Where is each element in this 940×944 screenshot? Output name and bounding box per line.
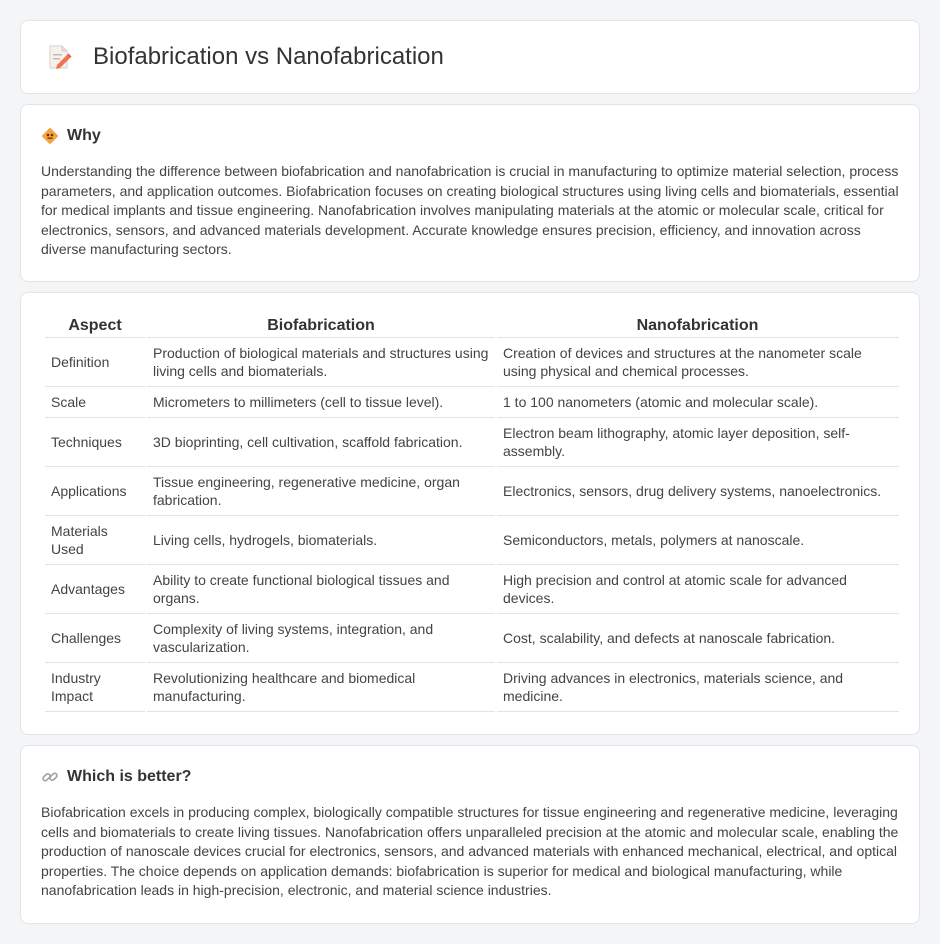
diamond-sign-icon [41,127,59,145]
header-biofabrication: Biofabrication [267,316,375,334]
better-heading-row [41,768,899,786]
aspect-cell: Challenges [44,613,146,662]
biofabrication-cell: Living cells, hydrogels, biomaterials. [146,515,496,564]
aspect-cell: Definition [44,337,146,386]
nanofabrication-cell: 1 to 100 nanometers (atomic and molecular scale). [496,386,899,417]
header-aspect: Aspect [68,316,122,334]
table-row [44,466,899,515]
table-row [44,386,899,417]
why-heading-row [41,127,899,145]
header-card [20,20,920,94]
nanofabrication-cell: Cost, scalability, and defects at nanoscale fabrication. [496,613,899,662]
table-row [44,515,899,564]
header-nanofabrication: Nanofabrication [636,316,759,334]
aspect-cell: Applications [44,466,146,515]
nanofabrication-cell: Driving advances in electronics, materials science, and medicine. [496,662,899,711]
better-text: Biofabrication excels in producing complex, biologically compatible structures for tissue engineering and regenerative medicine, leveraging cells and biomaterials to create living tissues. Nanofabrication offers unparalleled precision at the atomic and molecular scale, enabling the production of nanoscale devices crucial for electronics, sensors, and advanced materials with enhanced mechanical, electrical, and optical properties. The choice depends on application demands: biofabrication is superior for medical and biological manufacturing, while nanofabrication leads in high-precision, electronic, and material science industries. [41,804,899,899]
page-title: Biofabrication vs Nanofabrication [93,43,444,70]
biofabrication-cell: Ability to create functional biological tissues and organs. [146,564,496,613]
link-icon [41,768,59,786]
biofabrication-cell: Revolutionizing healthcare and biomedical manufacturing. [146,662,496,711]
aspect-cell: Advantages [44,564,146,613]
why-section [20,104,920,282]
table-row [44,613,899,662]
nanofabrication-cell: Semiconductors, metals, polymers at nanoscale. [496,515,899,564]
why-heading: Why [67,127,101,144]
biofabrication-cell: Tissue engineering, regenerative medicine, organ fabrication. [146,466,496,515]
biofabrication-cell: Complexity of living systems, integration, and vascularization. [146,613,496,662]
table-header-row [44,315,899,337]
nanofabrication-cell: Electronics, sensors, drug delivery systems, nanoelectronics. [496,466,899,515]
table-row [44,417,899,466]
biofabrication-cell: Micrometers to millimeters (cell to tissue level). [146,386,496,417]
document-pencil-icon [45,43,73,71]
better-heading: Which is better? [67,768,192,785]
biofabrication-cell: 3D bioprinting, cell cultivation, scaffold fabrication. [146,417,496,466]
aspect-cell: Techniques [44,417,146,466]
aspect-cell: Scale [44,386,146,417]
table-row [44,337,899,386]
table-row [44,564,899,613]
which-is-better-section [20,745,920,924]
aspect-cell: Materials Used [44,515,146,564]
nanofabrication-cell: Electron beam lithography, atomic layer deposition, self-assembly. [496,417,899,466]
comparison-table-card [20,292,920,735]
why-text: Understanding the difference between biofabrication and nanofabrication is crucial in manufacturing to optimize material selection, process parameters, and application outcomes. Biofabrication focuses on creating biological structures using living cells and biomaterials, essential for medical implants and tissue engineering. Nanofabrication involves manipulating materials at the atomic or molecular scale, critical for electronics, sensors, and advanced materials development. Accurate knowledge ensures precision, efficiency, and innovation across diverse manufacturing sectors. [41,163,899,258]
biofabrication-cell: Production of biological materials and structures using living cells and biomaterials. [146,337,496,386]
table-row [44,662,899,711]
nanofabrication-cell: Creation of devices and structures at the nanometer scale using physical and chemical processes. [496,337,899,386]
comparison-table [43,315,899,712]
aspect-cell: Industry Impact [44,662,146,711]
nanofabrication-cell: High precision and control at atomic scale for advanced devices. [496,564,899,613]
